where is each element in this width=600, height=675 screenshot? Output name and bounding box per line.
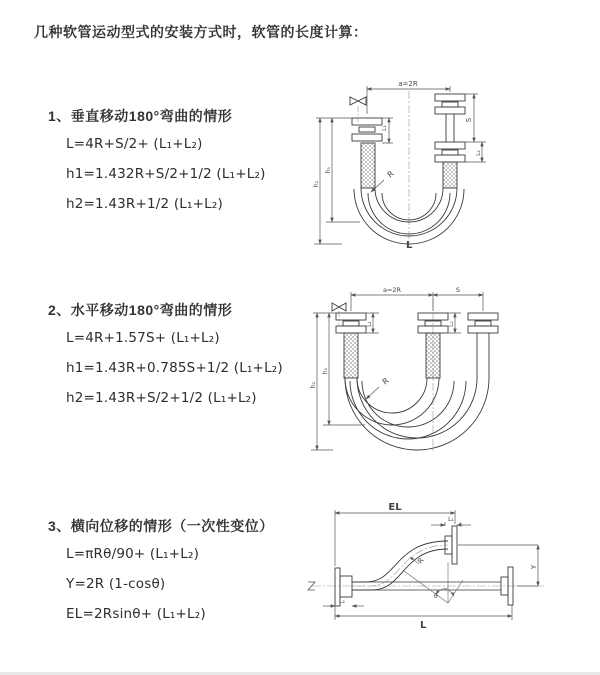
diagram-lateral-displacement [298,498,558,648]
section-1-heading: 1、垂直移动180°弯曲的情形 [48,108,233,124]
dim-label-l1: L₁ [381,125,388,131]
dim-label-length: L [420,620,427,631]
dimension-lines [314,86,486,244]
hose-left-leg [336,313,366,378]
section-1-formula-h2: h2=1.43R+1/2 (L₁+L₂) [66,196,223,212]
dimension-lines [323,510,538,620]
section-2-formula-h1: h1=1.43R+0.785S+1/2 (L₁+L₂) [66,360,283,376]
hose-right-leg-moved [468,313,498,378]
dim-label-travel: S [465,117,473,123]
dim-label-span: a=2R [398,80,418,88]
valve-icon [350,97,366,105]
section-2-formula-L: L=4R+1.57S+ (L₁+L₂) [66,330,220,346]
section-1-formula-L: L=4R+S/2+ (L₁+L₂) [66,136,203,152]
dim-label-radius: R [385,169,396,180]
diagram-vertical-180-bend [300,76,535,251]
dim-label-radius: R [380,376,391,387]
diagram-horizontal-180-bend [303,283,543,458]
dim-label-span: a=2R [382,286,402,294]
dim-label-l2: L₂ [448,321,455,327]
centerline [312,545,544,586]
dim-label-h1: h₁ [325,166,332,174]
section-3-formula-L: L=πRθ/90+ (L₁+L₂) [66,546,200,562]
dim-label-l1: L₁ [448,516,454,523]
section-2-formula-h2: h2=1.43R+S/2+1/2 (L₁+L₂) [66,390,257,406]
dim-label-l2: L₂ [339,598,345,605]
section-3-heading: 3、横向位移的情形（一次性变位） [48,518,274,534]
hose-s-curve [352,541,448,590]
dim-label-h1: h₁ [322,367,329,375]
dim-label-l2: L₂ [475,150,482,156]
section-3-formula-Y: Y=2R (1-cosθ) [66,576,166,592]
hose-right-leg [435,94,465,188]
dim-label-l1: L₁ [366,321,373,327]
hose-u-bend [345,378,489,450]
dim-label-h2: h₂ [310,381,317,389]
dim-label-travel: S [455,286,461,294]
valve-icon [332,303,346,311]
dim-label-radius: R [416,556,426,566]
hose-left-leg [352,118,382,188]
section-2-heading: 2、水平移动180°弯曲的情形 [48,302,233,318]
dim-label-y: Y [530,564,538,570]
dimension-lines [311,292,483,450]
dim-label-length: L [406,240,413,251]
dim-label-el: EL [388,502,402,513]
dim-label-h2: h₂ [313,180,320,188]
section-1-formula-h1: h1=1.432R+S/2+1/2 (L₁+L₂) [66,166,266,182]
section-3-formula-EL: EL=2Rsinθ+ (L₁+L₂) [66,606,206,622]
dim-label-theta: θ [434,593,438,600]
hose-middle-leg [418,313,448,378]
page-title: 几种软管运动型式的安装方式时，软管的长度计算： [34,24,368,40]
